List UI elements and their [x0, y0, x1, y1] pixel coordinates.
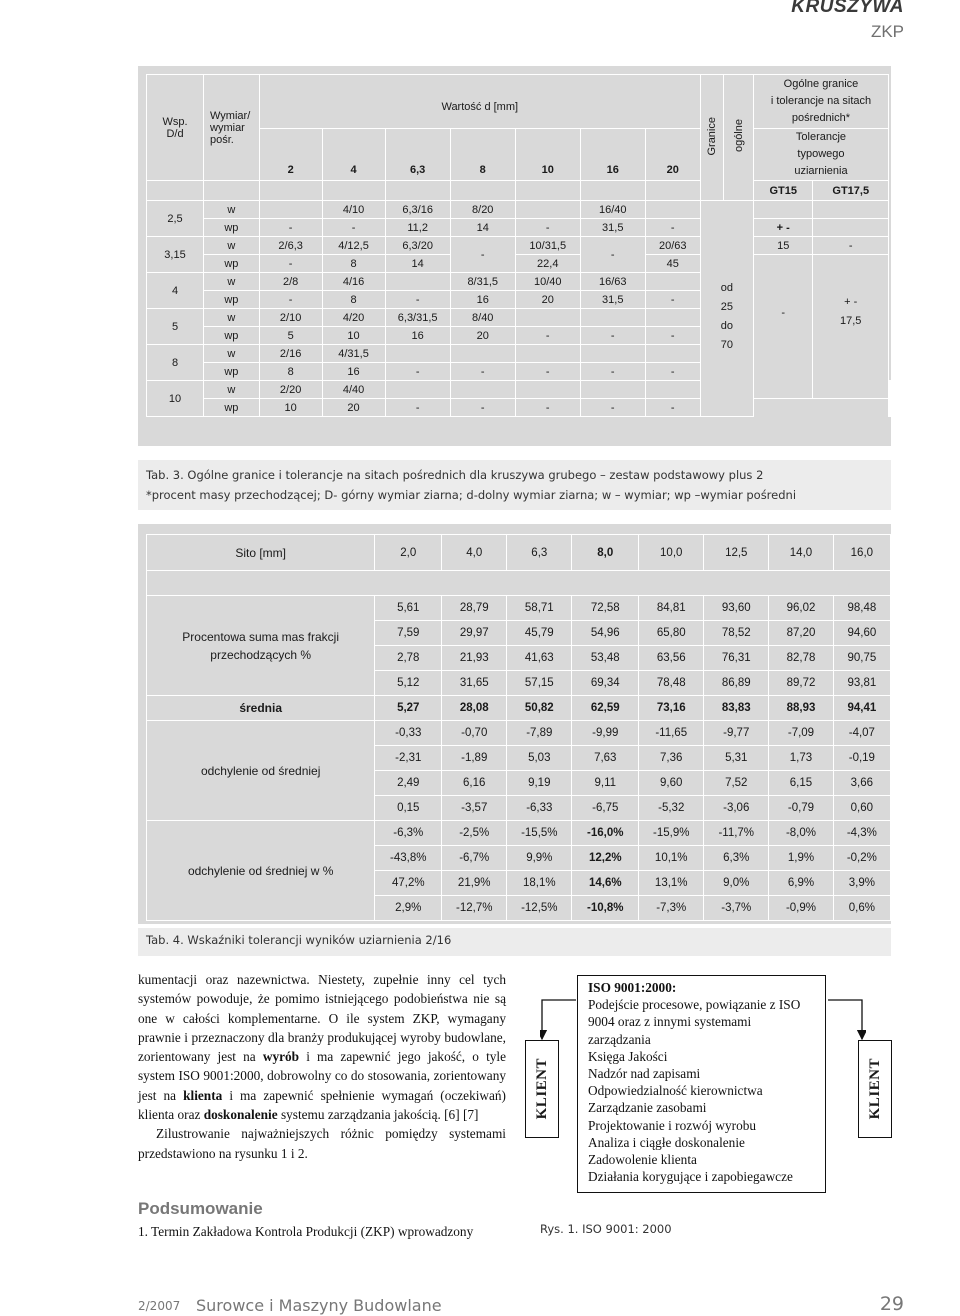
cell	[385, 381, 450, 399]
iso-line: Projektowanie i rozwój wyrobu	[588, 1117, 757, 1133]
cell: 6,3/16	[385, 201, 450, 219]
row-type: wp	[204, 219, 260, 237]
cell: 84,81	[639, 596, 704, 621]
cell: 9,0%	[704, 871, 769, 896]
cell: 10/40	[515, 273, 580, 291]
cell: 16/40	[580, 201, 645, 219]
cell: 28,08	[442, 696, 507, 721]
iso-line: 9004 oraz z innymi systemami	[588, 1014, 752, 1030]
hdr-wartosc: Wartość d [mm]	[259, 75, 700, 129]
iso-line: Księga Jakości	[588, 1048, 668, 1064]
cell: 7,59	[375, 621, 442, 646]
cell: 14	[385, 255, 450, 273]
cell: 93,60	[704, 596, 769, 621]
cell: 5,03	[507, 746, 572, 771]
sieve: 16,0	[833, 535, 890, 571]
row-type: wp	[204, 327, 260, 345]
row-type: w	[204, 237, 260, 255]
cell: -	[450, 399, 515, 417]
caption-line: Tab. 3. Ogólne granice i tolerancje na sitach pośrednich dla kruszywa grubego – zestaw podstawowy plus 2	[146, 468, 764, 482]
cell: 94,41	[833, 696, 890, 721]
cell: -	[515, 327, 580, 345]
iso-line: Zarządzanie zasobami	[588, 1100, 707, 1116]
cell: -6,3%	[375, 821, 442, 846]
iso-title: ISO 9001:2000:	[588, 980, 677, 995]
cell: -	[515, 399, 580, 417]
cell: 16	[385, 327, 450, 345]
row-type: wp	[204, 291, 260, 309]
cell: -7,09	[769, 721, 833, 746]
footer-journal: Surowce i Maszyny Budowlane	[196, 1296, 442, 1315]
sieve: 4,0	[442, 535, 507, 571]
cell: -15,9%	[639, 821, 704, 846]
header-section: ZKP	[870, 22, 904, 41]
cell: 14	[450, 219, 515, 237]
cell: -	[450, 237, 515, 273]
group-label: 2,5	[147, 201, 204, 237]
cell: 6,9%	[769, 871, 833, 896]
cell: 0,15	[375, 796, 442, 821]
cell: 14,6%	[572, 871, 639, 896]
cell: 8/20	[450, 201, 515, 219]
cell: 82,78	[769, 646, 833, 671]
hdr-ogolne: ogólne	[724, 75, 753, 201]
cell: -9,77	[704, 721, 769, 746]
cell: -43,8%	[375, 846, 442, 871]
hdr-wymiar: Wymiar/ wymiar pośr.	[204, 75, 260, 181]
table-3	[138, 66, 891, 446]
cell: -	[580, 399, 645, 417]
cell	[580, 345, 645, 363]
body-text	[138, 970, 506, 1163]
list-item: 1. Termin Zakładowa Kontrola Produkcji (ZKP) wprowadzony	[138, 1224, 474, 1239]
row-type: w	[204, 201, 260, 219]
cell: -	[580, 237, 645, 273]
cell	[580, 381, 645, 399]
cell: -5,32	[639, 796, 704, 821]
cell: -	[322, 219, 385, 237]
hdr-d: 4	[322, 129, 385, 181]
cell: 7,36	[639, 746, 704, 771]
row-type: w	[204, 345, 260, 363]
iso-line: Analiza i ciągłe doskonalenie	[588, 1134, 745, 1150]
cell: 9,11	[572, 771, 639, 796]
cell: 31,5	[580, 291, 645, 309]
cell: -	[645, 219, 700, 237]
label-mean: średnia	[147, 696, 375, 721]
cell: -0,33	[375, 721, 442, 746]
cell: 18,1%	[507, 871, 572, 896]
cell: -	[385, 291, 450, 309]
cell: 6,3%	[704, 846, 769, 871]
cell: -11,7%	[704, 821, 769, 846]
cell: -3,06	[704, 796, 769, 821]
cell: 20/63	[645, 237, 700, 255]
cell: 10,1%	[639, 846, 704, 871]
cell: 16	[322, 363, 385, 381]
cell: -0,9%	[769, 896, 833, 921]
cell: 62,59	[572, 696, 639, 721]
cell: 20	[450, 327, 515, 345]
cell: 9,60	[639, 771, 704, 796]
cell	[645, 309, 700, 327]
iso-line: Podejście procesowe, powiązanie z ISO	[588, 997, 801, 1013]
paragraph: kumentacji oraz nazewnictwa. Niestety, zupełnie inny cel tych systemów powoduje, że pomimo istniejącego podobieństwa nie są one w całości komplementarne. O ile system ZKP, wymagany prawnie i przeznaczony dla branży produkującej wyroby budowlane, zorientowany jest na wyrób i ma zapewnić jego jakość, o tyle system ISO 9001:2000, dobrowolny co do stosowania, zorientowany jest na klienta i ma zapewnić spełnienie wymagań (oczekiwań) klienta oraz doskonalenie systemu zarządzania jakością. [6] [7]	[138, 972, 507, 1123]
footer-page-number: 29	[879, 1293, 904, 1315]
cell: 41,63	[507, 646, 572, 671]
klient-box-right: KLIENT	[858, 1040, 892, 1138]
tol-15: 15	[753, 237, 813, 255]
row-type: wp	[204, 363, 260, 381]
cell: -9,99	[572, 721, 639, 746]
cell: -0,79	[769, 796, 833, 821]
cell: 4/16	[322, 273, 385, 291]
cell: -	[385, 399, 450, 417]
cell	[450, 345, 515, 363]
cell: 5	[259, 327, 322, 345]
hdr-d: 10	[515, 129, 580, 181]
cell: -3,7%	[704, 896, 769, 921]
cell: -6,7%	[442, 846, 507, 871]
cell: 5,31	[704, 746, 769, 771]
hdr-d: 6,3	[385, 129, 450, 181]
cell: 21,93	[442, 646, 507, 671]
cell	[515, 309, 580, 327]
hdr-gt175: GT17,5	[813, 181, 889, 201]
cell: 5,61	[375, 596, 442, 621]
iso-line: Nadzór nad zapisami	[588, 1066, 701, 1082]
section-heading: Podsumowanie	[138, 1199, 263, 1218]
hdr-d: 8	[450, 129, 515, 181]
sieve: 10,0	[639, 535, 704, 571]
hdr-d: 2	[259, 129, 322, 181]
cell: 2/20	[259, 381, 322, 399]
hdr-d: 20	[645, 129, 700, 181]
header-brand: KRUSZYWA	[791, 0, 904, 17]
cell: 2/8	[259, 273, 322, 291]
cell: -3,57	[442, 796, 507, 821]
cell	[259, 201, 322, 219]
cell: -	[580, 327, 645, 345]
cell	[515, 381, 580, 399]
sieve: 6,3	[507, 535, 572, 571]
cell: 0,6%	[833, 896, 890, 921]
cell: 2/16	[259, 345, 322, 363]
cell: 8	[322, 291, 385, 309]
cell: 2/6,3	[259, 237, 322, 255]
sieve: 14,0	[769, 535, 833, 571]
cell: -11,65	[639, 721, 704, 746]
cell: 10	[259, 399, 322, 417]
sieve: 2,0	[375, 535, 442, 571]
cell: -2,31	[375, 746, 442, 771]
cell: 93,81	[833, 671, 890, 696]
cell: 57,15	[507, 671, 572, 696]
cell: 16	[450, 291, 515, 309]
iso-line: Działania korygujące i zapobiegawcze	[588, 1169, 793, 1185]
hdr-granice: Granice	[700, 75, 724, 201]
cell: -	[515, 219, 580, 237]
sito-label: Sito [mm]	[147, 535, 375, 571]
cell: 6,3/31,5	[385, 309, 450, 327]
cell: 29,97	[442, 621, 507, 646]
cell: -7,89	[507, 721, 572, 746]
cell: 2,78	[375, 646, 442, 671]
cell: 2,9%	[375, 896, 442, 921]
cell: 98,48	[833, 596, 890, 621]
iso-line: Odpowiedzialność kierownictwa	[588, 1083, 763, 1099]
table-3-grid	[146, 74, 891, 417]
cell: -	[450, 363, 515, 381]
tol-dash: -	[813, 237, 889, 255]
paragraph: Zilustrowanie najważniejszych różnic pomiędzy systemami przedstawiono na rysunku 1 i 2.	[138, 1126, 506, 1161]
cell: 8/40	[450, 309, 515, 327]
cell: -0,19	[833, 746, 890, 771]
cell: 6,15	[769, 771, 833, 796]
cell: 3,9%	[833, 871, 890, 896]
cell: 73,16	[639, 696, 704, 721]
label-dev: odchylenie od średniej	[147, 721, 375, 821]
cell: 4/40	[322, 381, 385, 399]
cell: -4,3%	[833, 821, 890, 846]
cell: 58,71	[507, 596, 572, 621]
group-label: 10	[147, 381, 204, 417]
cell: 31,5	[580, 219, 645, 237]
cell: 94,60	[833, 621, 890, 646]
cell: 12,2%	[572, 846, 639, 871]
cell: 45,79	[507, 621, 572, 646]
figure-caption: Rys. 1. ISO 9001: 2000	[540, 1222, 672, 1236]
hdr-og: Ogólne granice i tolerancje na sitach pośrednich*	[753, 75, 888, 129]
cell: 65,80	[639, 621, 704, 646]
cell: 2,49	[375, 771, 442, 796]
group-label: 5	[147, 309, 204, 345]
cell: -	[259, 255, 322, 273]
cell: 0,60	[833, 796, 890, 821]
cell: 8	[322, 255, 385, 273]
group-label: 4	[147, 273, 204, 309]
cell: 8/31,5	[450, 273, 515, 291]
table-4-grid	[146, 534, 891, 921]
cell: 50,82	[507, 696, 572, 721]
cell: -	[645, 291, 700, 309]
klient-box-left: KLIENT	[525, 1040, 559, 1138]
cell: -12,5%	[507, 896, 572, 921]
table-3-caption	[138, 460, 891, 510]
cell: 6,3/20	[385, 237, 450, 255]
cell	[385, 345, 450, 363]
iso-line: zarządzania	[588, 1031, 651, 1047]
iso-box	[577, 975, 826, 1193]
iso-line: Zadowolenie klienta	[588, 1152, 697, 1168]
caption-line: *procent masy przechodzącej; D- górny wymiar ziarna; d-dolny wymiar ziarna; w – wymiar; wp –wymiar pośredni	[146, 488, 797, 502]
cell: 10	[322, 327, 385, 345]
tol-pm: + -	[753, 219, 813, 237]
label-devp: odchylenie od średniej w %	[147, 821, 375, 921]
cell: 21,9%	[442, 871, 507, 896]
hdr-wsp: Wsp. D/d	[147, 75, 204, 181]
cell: 20	[515, 291, 580, 309]
cell	[645, 273, 700, 291]
cell	[645, 345, 700, 363]
cell	[580, 309, 645, 327]
cell: 2/10	[259, 309, 322, 327]
cell: 4/20	[322, 309, 385, 327]
cell	[515, 201, 580, 219]
tol-col175: + - 17,5	[813, 255, 889, 399]
cell: -0,70	[442, 721, 507, 746]
cell: 47,2%	[375, 871, 442, 896]
cell: 54,96	[572, 621, 639, 646]
cell: 4/31,5	[322, 345, 385, 363]
row-type: w	[204, 273, 260, 291]
group-label: 3,15	[147, 237, 204, 273]
cell: 7,63	[572, 746, 639, 771]
cell: 6,16	[442, 771, 507, 796]
cell: -8,0%	[769, 821, 833, 846]
cell: -	[259, 219, 322, 237]
cell: 1,73	[769, 746, 833, 771]
cell: 11,2	[385, 219, 450, 237]
cell: -	[645, 399, 700, 417]
cell: 7,52	[704, 771, 769, 796]
footer-issue: 2/2007	[138, 1299, 181, 1313]
cell: -6,33	[507, 796, 572, 821]
cell: -	[580, 363, 645, 381]
cell: 53,48	[572, 646, 639, 671]
cell: 78,52	[704, 621, 769, 646]
cell	[645, 201, 700, 219]
cell: 1,9%	[769, 846, 833, 871]
cell: -6,75	[572, 796, 639, 821]
cell: 88,93	[769, 696, 833, 721]
cell: 86,89	[704, 671, 769, 696]
row-type: wp	[204, 399, 260, 417]
cell: -	[645, 363, 700, 381]
cell: 90,75	[833, 646, 890, 671]
row-type: w	[204, 381, 260, 399]
cell: -	[385, 363, 450, 381]
cell: -4,07	[833, 721, 890, 746]
cell: 3,66	[833, 771, 890, 796]
cell	[515, 345, 580, 363]
cell	[450, 381, 515, 399]
cell: 4/12,5	[322, 237, 385, 255]
arrow-left	[542, 1000, 576, 1039]
cell: -12,7%	[442, 896, 507, 921]
cell: 31,65	[442, 671, 507, 696]
hdr-tol: Tolerancje typowego uziarnienia	[753, 129, 888, 181]
cell: -10,8%	[572, 896, 639, 921]
cell: 28,79	[442, 596, 507, 621]
hdr-d: 16	[580, 129, 645, 181]
tol-col15: -	[753, 255, 813, 399]
cell: 9,19	[507, 771, 572, 796]
cell: 22,4	[515, 255, 580, 273]
label-pct: Procentowa suma mas frakcji przechodzących %	[147, 596, 375, 696]
cell: -15,5%	[507, 821, 572, 846]
row-type: w	[204, 309, 260, 327]
cell: -7,3%	[639, 896, 704, 921]
cell	[385, 273, 450, 291]
cell: 83,83	[704, 696, 769, 721]
cell: 87,20	[769, 621, 833, 646]
cell: 89,72	[769, 671, 833, 696]
cell: 5,12	[375, 671, 442, 696]
cell: -	[645, 327, 700, 345]
cell: -2,5%	[442, 821, 507, 846]
cell: 8	[259, 363, 322, 381]
cell: 4/10	[322, 201, 385, 219]
cell: 20	[322, 399, 385, 417]
cell: 10/31,5	[515, 237, 580, 255]
cell: 45	[645, 255, 700, 273]
group-label: 8	[147, 345, 204, 381]
row-type: wp	[204, 255, 260, 273]
hdr-gt15: GT15	[753, 181, 813, 201]
cell: -	[515, 363, 580, 381]
cell: 78,48	[639, 671, 704, 696]
cell: -	[259, 291, 322, 309]
arrow-right	[828, 1000, 862, 1039]
table-4-caption: Tab. 4. Wskaźniki tolerancji wyników uziarnienia 2/16	[138, 928, 891, 956]
cell: -16,0%	[572, 821, 639, 846]
cell: 63,56	[639, 646, 704, 671]
cell: 9,9%	[507, 846, 572, 871]
cell: 16/63	[580, 273, 645, 291]
cell: 13,1%	[639, 871, 704, 896]
cell: -1,89	[442, 746, 507, 771]
table-4	[138, 524, 891, 924]
cell: 69,34	[572, 671, 639, 696]
cell	[645, 381, 700, 399]
granice-cell: od 25 do 70	[700, 201, 753, 417]
cell: -0,2%	[833, 846, 890, 871]
sieve: 8,0	[572, 535, 639, 571]
cell: 5,27	[375, 696, 442, 721]
cell: 72,58	[572, 596, 639, 621]
cell: 96,02	[769, 596, 833, 621]
cell: 76,31	[704, 646, 769, 671]
sieve: 12,5	[704, 535, 769, 571]
